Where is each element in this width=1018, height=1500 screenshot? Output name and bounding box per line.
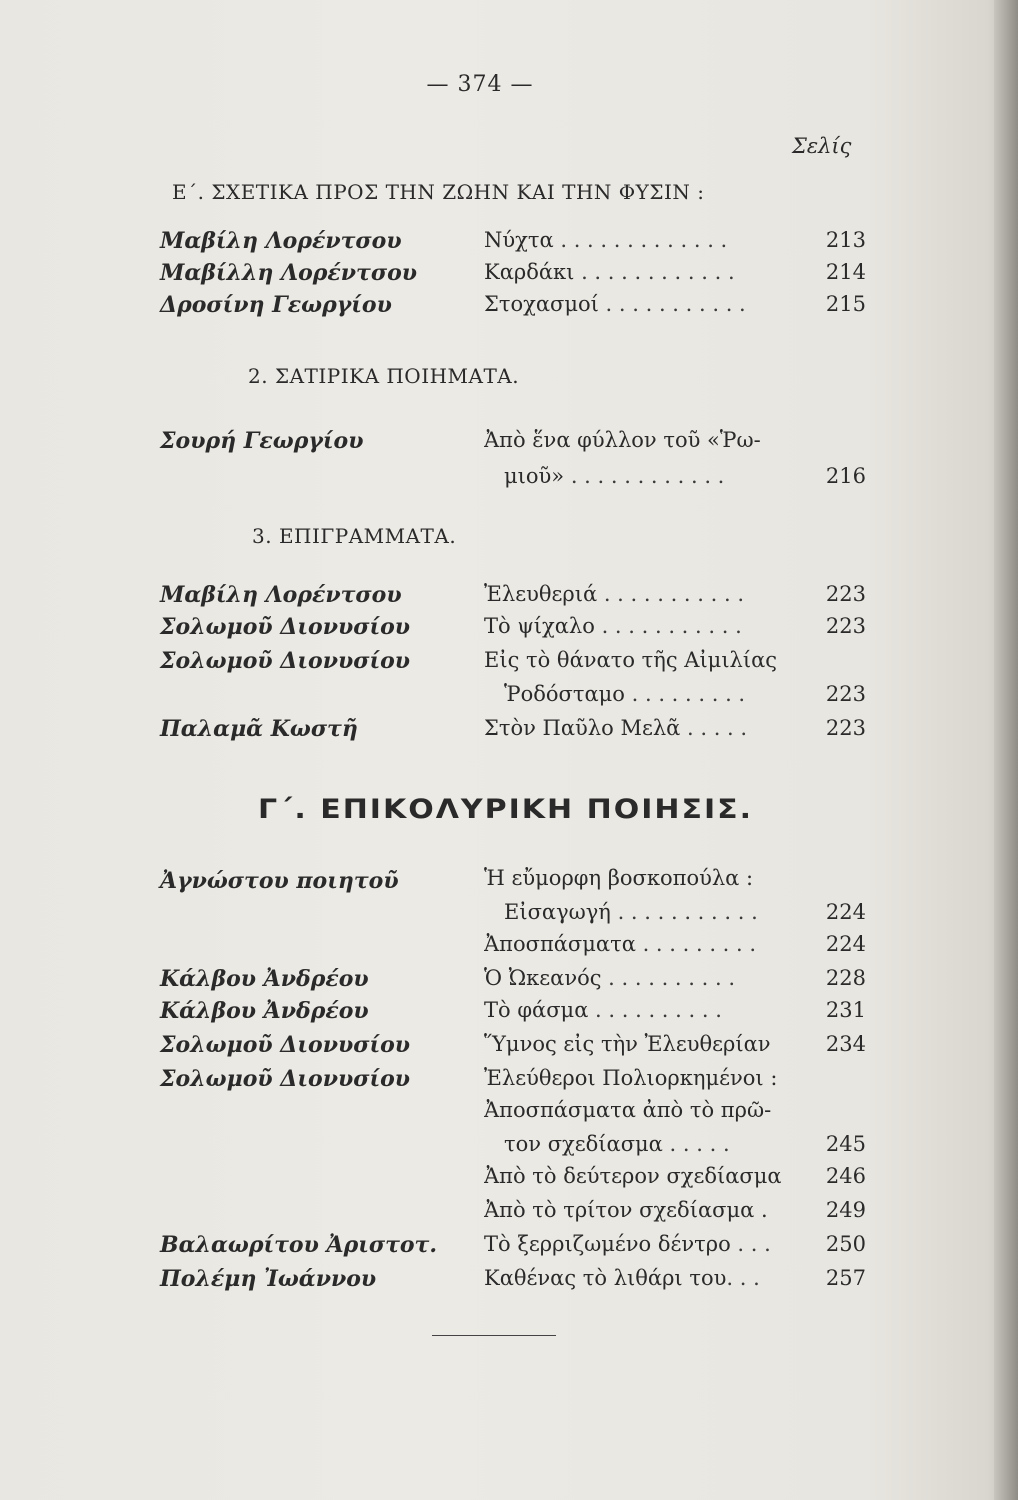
entry-title: Ὕμνος εἰς τὴν Ἐλευθερίαν [484, 1032, 771, 1056]
entry-author: Κάλβου Ἀνδρέου [160, 998, 369, 1024]
entry-title: Καθένας τὸ λιθάρι του. . . [484, 1266, 760, 1290]
entry-page: 214 [825, 260, 866, 284]
entry-title: Ἀποσπάσματα . . . . . . . . . [484, 932, 757, 956]
entry-title: μιοῦ» . . . . . . . . . . . . [504, 464, 725, 488]
entry-author: Μαβίλη Λορέντσου [160, 582, 402, 608]
entry-page: 245 [825, 1132, 866, 1156]
section-heading-g: Γ΄. ΕΠΙΚΟΛΥΡΙΚΗ ΠΟΙΗΣΙΣ. [258, 793, 754, 826]
entry-page: 213 [825, 228, 866, 252]
page-column-header: Σελίς [792, 134, 852, 158]
entry-author: Κάλβου Ἀνδρέου [160, 966, 369, 992]
entry-page: 249 [825, 1198, 866, 1222]
entry-title: Τὸ ξερριζωμένο δέντρο . . . [484, 1232, 771, 1256]
entry-author: Μαβίλη Λορέντσου [160, 228, 402, 254]
entry-author: Μαβίλλη Λορέντσου [160, 260, 418, 286]
entry-author: Ἀγνώστου ποιητοῦ [160, 868, 399, 894]
entry-title: Ἀπὸ τὸ δεύτερον σχεδίασμα [484, 1164, 782, 1188]
entry-page: 246 [825, 1164, 866, 1188]
entry-title: Τὸ φάσμα . . . . . . . . . . [484, 998, 722, 1022]
page-binding-edge [994, 0, 1018, 1500]
entry-title: Ὁ Ὠκεανός . . . . . . . . . . [484, 966, 736, 990]
entry-page: 223 [825, 582, 866, 606]
entry-title: Ἡ εὔμορφη βοσκοπούλα : [484, 866, 754, 890]
entry-page: 215 [825, 292, 866, 316]
entry-page: 223 [825, 614, 866, 638]
entry-title: Ἀπὸ ἕνα φύλλον τοῦ «Ῥω- [484, 428, 761, 452]
entry-title: Στὸν Παῦλο Μελᾶ . . . . . [484, 716, 748, 740]
entry-author: Σολωμοῦ Διονυσίου [160, 614, 411, 640]
entry-title: Καρδάκι . . . . . . . . . . . . [484, 260, 735, 284]
entry-page: 231 [825, 998, 866, 1022]
entry-page: 224 [825, 932, 866, 956]
entry-page: 224 [825, 900, 866, 924]
entry-author: Παλαμᾶ Κωστῆ [160, 716, 358, 742]
entry-title: Ἐλευθεριά . . . . . . . . . . . [484, 582, 745, 606]
entry-page: 257 [825, 1266, 866, 1290]
entry-page: 216 [825, 464, 866, 488]
entry-author: Σολωμοῦ Διονυσίου [160, 1032, 411, 1058]
entry-page: 234 [825, 1032, 866, 1056]
section-heading-e: Ε΄. ΣΧΕΤΙΚΑ ΠΡΟΣ ΤΗΝ ΖΩΗΝ ΚΑΙ ΤΗΝ ΦΥΣΙΝ : [172, 180, 705, 204]
entry-title: Ἀποσπάσματα ἀπὸ τὸ πρῶ- [484, 1098, 772, 1122]
entry-author: Σουρή Γεωργίου [160, 428, 364, 454]
entry-title: Εἰς τὸ θάνατο τῆς Αἰμιλίας [484, 648, 778, 672]
entry-page: 223 [825, 716, 866, 740]
entry-title: τον σχεδίασμα . . . . . [504, 1132, 730, 1156]
section-heading-2: 2. ΣΑΤΙΡΙΚΑ ΠΟΙΗΜΑΤΑ. [248, 364, 520, 388]
entry-title: Νύχτα . . . . . . . . . . . . . [484, 228, 728, 252]
page-number: — 374 — [426, 72, 534, 97]
entry-page: 228 [825, 966, 866, 990]
entry-author: Πολέμη Ἰωάννου [160, 1266, 377, 1292]
entry-title: Ῥοδόσταμο . . . . . . . . . [504, 682, 746, 706]
closing-rule [432, 1335, 556, 1336]
entry-title: Ἀπὸ τὸ τρίτον σχεδίασμα . [484, 1198, 768, 1222]
entry-page: 223 [825, 682, 866, 706]
entry-author: Σολωμοῦ Διονυσίου [160, 648, 411, 674]
entry-page: 250 [825, 1232, 866, 1256]
entry-author: Σολωμοῦ Διονυσίου [160, 1066, 411, 1092]
entry-title: Ἐλεύθεροι Πολιορκημένοι : [484, 1066, 778, 1090]
entry-author: Βαλαωρίτου Ἀριστοτ. [160, 1232, 438, 1258]
entry-title: Τὸ ψίχαλο . . . . . . . . . . . [484, 614, 742, 638]
entry-title: Στοχασμοί . . . . . . . . . . . [484, 292, 746, 316]
entry-author: Δροσίνη Γεωργίου [160, 292, 392, 318]
section-heading-3: 3. ΕΠΙΓΡΑΜΜΑΤΑ. [252, 524, 457, 548]
entry-title: Εἰσαγωγή . . . . . . . . . . . [504, 900, 758, 924]
